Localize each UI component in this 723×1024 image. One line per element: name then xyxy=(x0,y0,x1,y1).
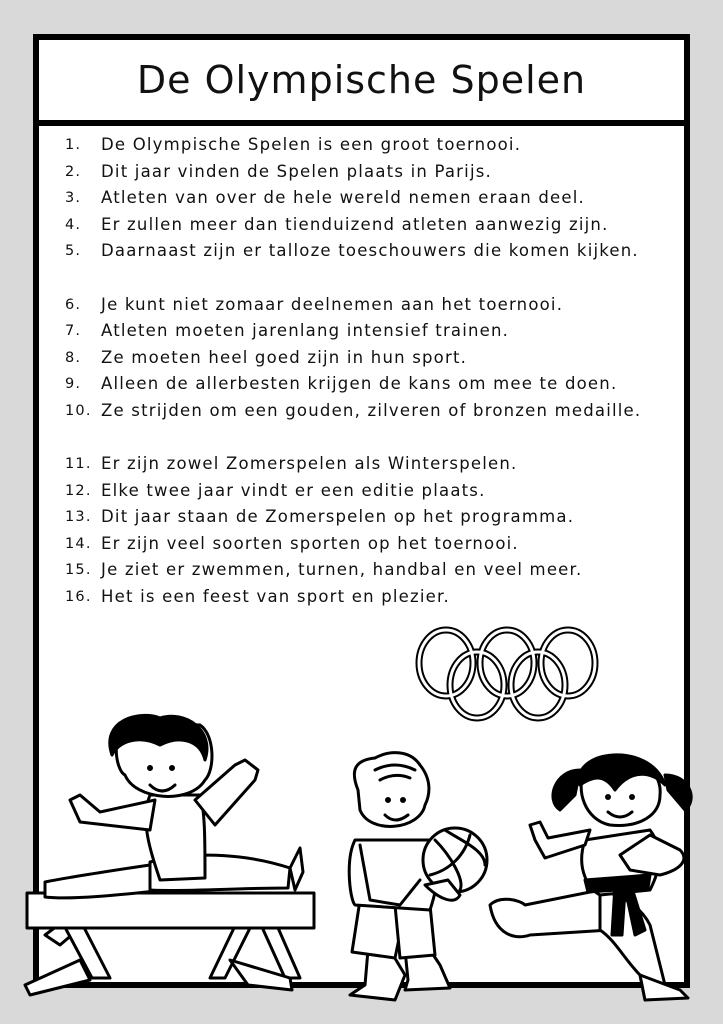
item-text: Ze moeten heel goed zijn in hun sport. xyxy=(101,347,468,367)
item-number: 7. xyxy=(65,323,82,339)
item-text: Het is een feest van sport en plezier. xyxy=(101,586,450,606)
item-number: 1. xyxy=(65,137,82,153)
item-text: Dit jaar vinden de Spelen plaats in Parijs. xyxy=(101,161,492,181)
item-text: Er zijn zowel Zomerspelen als Winterspelen. xyxy=(101,454,518,473)
item-text: Alleen de allerbesten krijgen de kans om mee te doen. xyxy=(101,374,618,393)
volleyball-player-illustration xyxy=(349,753,487,1000)
item-number: 9. xyxy=(65,376,82,392)
item-text: Atleten van over de hele wereld nemen eraan deel. xyxy=(101,188,585,207)
item-text: Ze strijden om een gouden, zilveren of bronzen medaille. xyxy=(101,400,642,420)
page-title: De Olympische Spelen xyxy=(136,58,587,102)
item-number: 10. xyxy=(65,402,92,419)
item-number: 2. xyxy=(65,163,82,180)
item-number: 15. xyxy=(65,562,92,578)
item-text: Elke twee jaar vindt er een editie plaats. xyxy=(101,480,486,500)
gymnast-on-beam-illustration xyxy=(25,715,314,995)
item-text: Je ziet er zwemmen, turnen, handbal en veel meer. xyxy=(101,560,583,579)
item-text: De Olympische Spelen is een groot toernooi. xyxy=(101,135,522,154)
item-text: Atleten moeten jarenlang intensief trainen. xyxy=(101,321,510,340)
item-number: 13. xyxy=(65,509,92,525)
item-number: 12. xyxy=(65,482,92,499)
item-number: 16. xyxy=(65,588,92,605)
item-text: Er zijn veel soorten sporten op het toernooi. xyxy=(101,533,519,553)
item-text: Dit jaar staan de Zomerspelen op het programma. xyxy=(101,507,575,526)
item-number: 8. xyxy=(65,349,82,366)
item-text: Daarnaast zijn er talloze toeschouwers die komen kijken. xyxy=(101,241,639,260)
item-text: Je kunt niet zomaar deelnemen aan het toernooi. xyxy=(101,294,564,314)
item-number: 14. xyxy=(65,535,92,552)
item-number: 3. xyxy=(65,190,82,206)
item-number: 11. xyxy=(65,456,92,472)
item-number: 4. xyxy=(65,216,82,233)
item-text: Er zullen meer dan tienduizend atleten aanwezig zijn. xyxy=(101,214,609,234)
item-number: 6. xyxy=(65,296,82,313)
olympic-rings-icon xyxy=(419,630,595,718)
item-number: 5. xyxy=(65,243,82,259)
karate-girl-illustration xyxy=(490,755,691,1000)
